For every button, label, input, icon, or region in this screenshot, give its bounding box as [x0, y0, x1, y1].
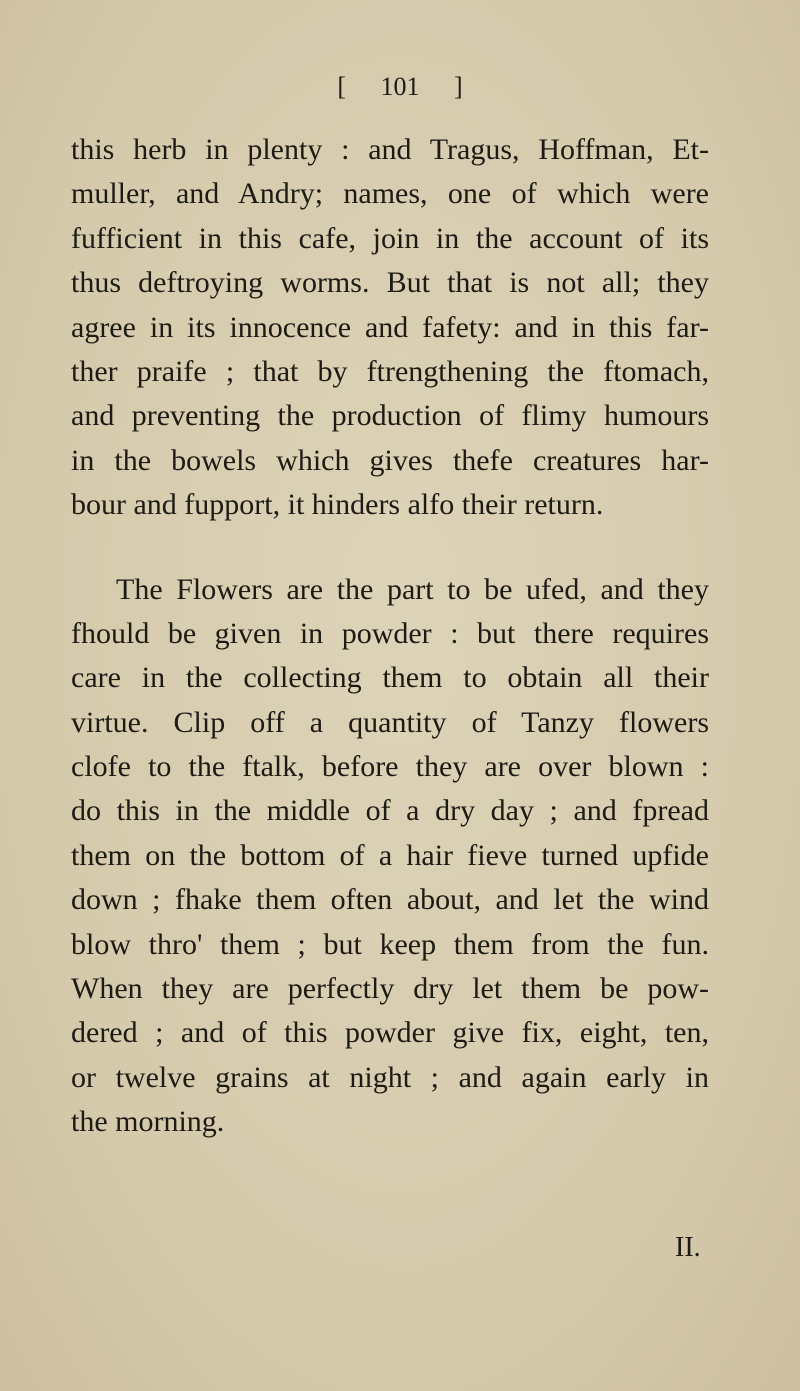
text-line: thus deftroying worms. But that is not all; they — [71, 266, 709, 300]
text-line: do this in the middle of a dry day ; and fpread — [71, 794, 709, 828]
text-line: this herb in plenty : and Tragus, Hoffman, Et- — [71, 133, 709, 166]
text-line: in the bowels which gives thefe creatures har- — [71, 443, 709, 477]
text-line: The Flowers are the part to be ufed, and they — [116, 572, 709, 606]
text-line: bour and fupport, it hinders alfo their return. — [71, 488, 604, 522]
text-line: blow thro' them ; but keep them from the fun. — [71, 927, 709, 961]
text-line: them on the bottom of a hair fieve turned upfide — [71, 838, 709, 872]
body-text — [71, 128, 709, 1145]
text-line: or twelve grains at night ; and again early in — [71, 1060, 709, 1094]
text-line: agree in its innocence and fafety: and in this far- — [71, 310, 709, 344]
text-line: and preventing the production of flimy humours — [71, 399, 709, 433]
text-line: clofe to the ftalk, before they are over blown : — [71, 750, 709, 784]
text-line: the morning. — [71, 1105, 225, 1139]
text-line: virtue. Clip off a quantity of Tanzy flowers — [71, 705, 709, 739]
paragraph-2 — [71, 568, 709, 1145]
page-header — [0, 72, 800, 102]
catchword: II. — [675, 1232, 701, 1263]
text-line: fufficient in this cafe, join in the account of its — [71, 221, 709, 255]
text-line: dered ; and of this powder give fix, eight, ten, — [71, 1016, 709, 1050]
text-line: fhould be given in powder : but there requires — [71, 616, 709, 650]
paragraph-1 — [71, 128, 709, 528]
page-number: 101 — [380, 72, 420, 101]
text-line: muller, and Andry; names, one of which were — [71, 177, 709, 211]
bracket-open: [ — [337, 72, 346, 101]
text-line: ther praife ; that by ftrengthening the ftomach, — [71, 354, 709, 388]
text-line: care in the collecting them to obtain all their — [71, 661, 709, 695]
text-line: down ; fhake them often about, and let the wind — [71, 883, 709, 917]
text-line: When they are perfectly dry let them be pow- — [71, 972, 709, 1006]
bracket-close: ] — [454, 72, 463, 101]
